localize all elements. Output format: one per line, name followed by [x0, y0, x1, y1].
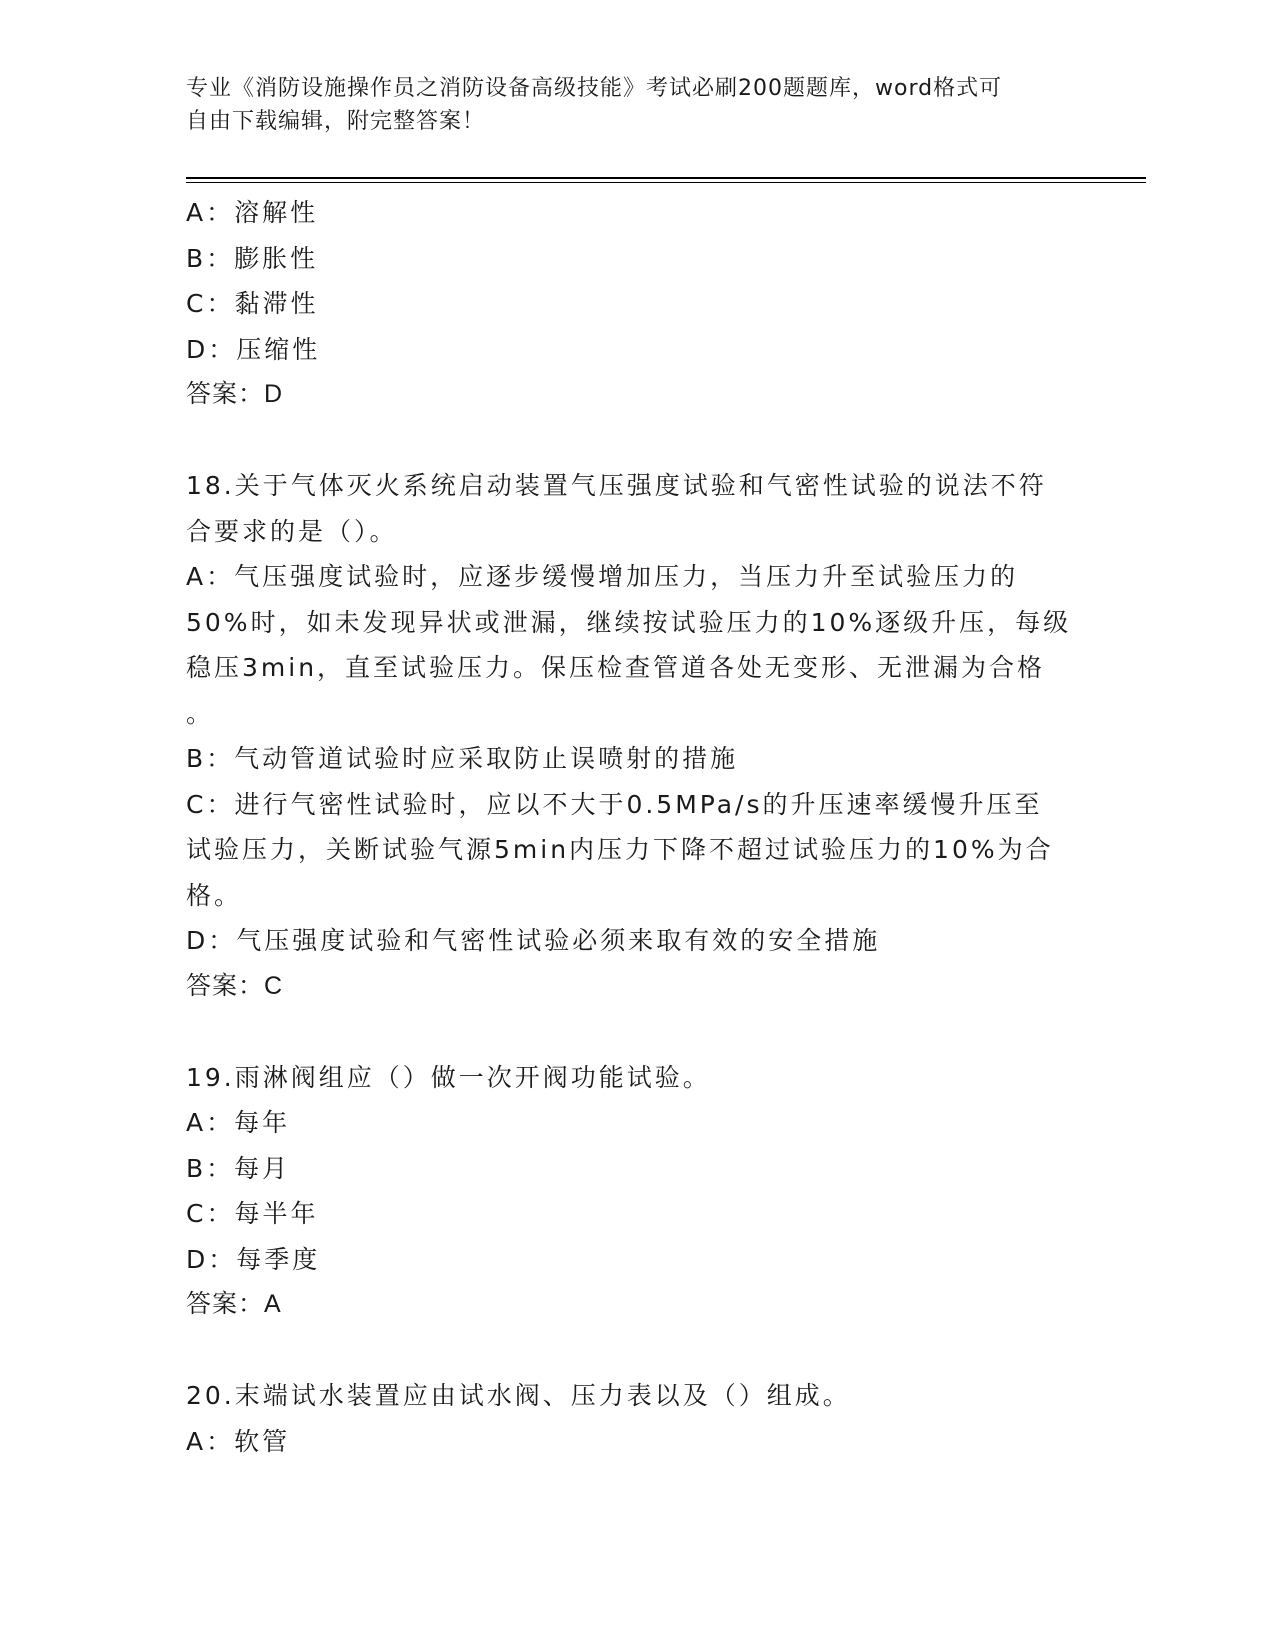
header-divider-thin [186, 182, 1146, 183]
question-19 [186, 1055, 1086, 1328]
header-divider-thick [186, 177, 1146, 179]
question-17 [186, 190, 1086, 418]
option-a: A：溶解性 [186, 198, 319, 227]
header-line-1: 专业《消防设施操作员之消防设备高级技能》考试必刷200题题库，word格式可 [186, 76, 1003, 101]
option-a: A：气压强度试验时，应逐步缓慢增加压力，当压力升至试验压力的 [186, 562, 1019, 591]
question-18 [186, 463, 1086, 1009]
answer: 答案：D [186, 380, 284, 408]
answer: 答案：A [186, 1290, 282, 1318]
header-line-2: 自由下载编辑，附完整答案！ [186, 109, 486, 134]
question-content [186, 190, 1086, 1464]
option-a: A：每年 [186, 1108, 291, 1137]
question-stem: 19.雨淋阀组应（）做一次开阀功能试验。 [186, 1062, 711, 1092]
spacer [186, 1328, 1086, 1374]
option-d: D：压缩性 [186, 334, 321, 364]
option-c: C：进行气密性试验时，应以不大于0.5MPa/s的升压速率缓慢升压至 [186, 789, 1043, 819]
option-c: 格。 [186, 880, 243, 910]
option-c: C：每半年 [186, 1199, 319, 1228]
option-a: 稳压3min，直至试验压力。保压检查管道各处无变形、无泄漏为合格 [186, 653, 1046, 682]
option-d: D：气压强度试验和气密性试验必须来取有效的安全措施 [186, 926, 881, 955]
question-20 [186, 1373, 1086, 1464]
question-stem: 18.关于气体灭火系统启动装置气压强度试验和气密性试验的说法不符 [186, 471, 1047, 500]
answer: 答案：C [186, 971, 284, 1000]
option-a: 50%时，如未发现异状或泄漏，继续按试验压力的10%逐级升压，每级 [186, 607, 1072, 637]
option-a: 。 [186, 698, 215, 728]
option-b: B：气动管道试验时应采取防止误喷射的措施 [186, 744, 739, 773]
option-c: C：黏滞性 [186, 289, 319, 318]
question-stem: 合要求的是（）。 [186, 516, 398, 546]
option-d: D：每季度 [186, 1244, 321, 1274]
spacer [186, 1009, 1086, 1055]
option-a: A：软管 [186, 1426, 291, 1456]
document-header [186, 72, 1066, 138]
option-c: 试验压力，关断试验气源5min内压力下降不超过试验压力的10%为合 [186, 835, 1054, 864]
question-stem: 20.末端试水装置应由试水阀、压力表以及（）组成。 [186, 1381, 851, 1410]
spacer [186, 418, 1086, 464]
option-b: B：膨胀性 [186, 243, 319, 273]
option-b: B：每月 [186, 1153, 291, 1183]
